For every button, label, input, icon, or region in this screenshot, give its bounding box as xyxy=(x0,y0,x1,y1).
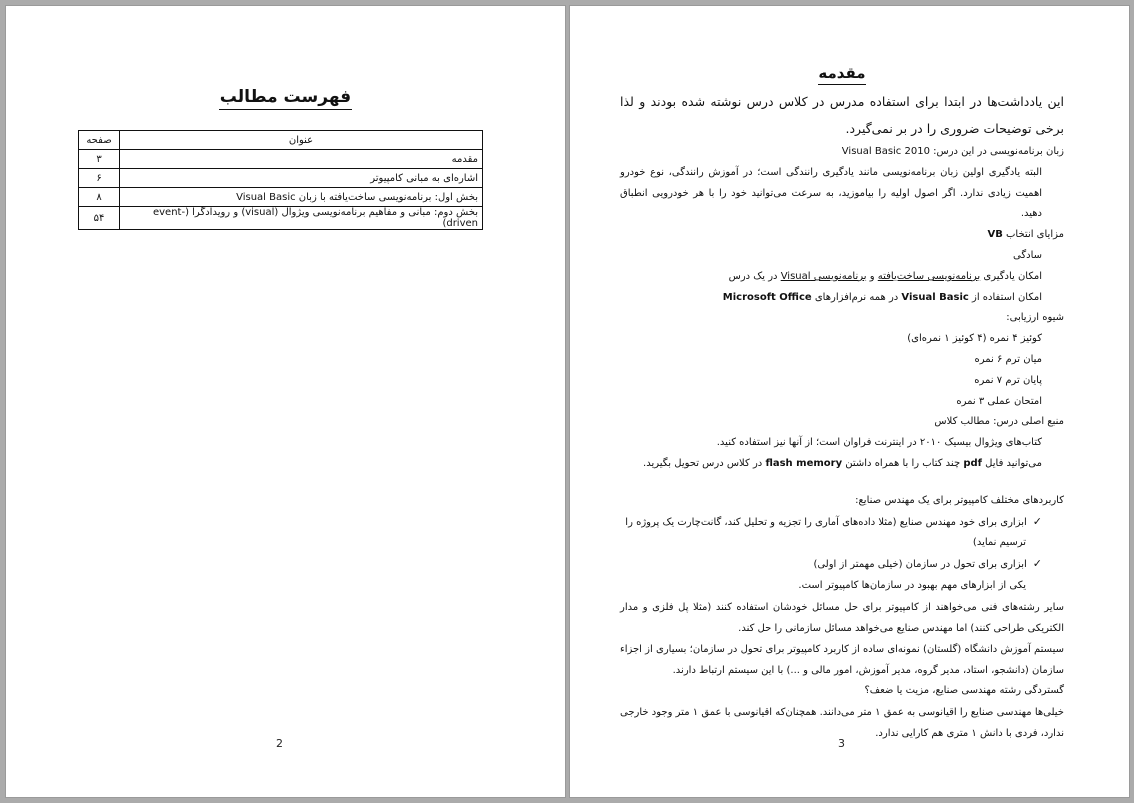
vb-advantage: امکان استفاده از Visual Basic در همه نرم‌افزارهای Microsoft Office xyxy=(722,291,1042,303)
intro-title: مقدمه xyxy=(620,64,1064,82)
vb-advantage: سادگی xyxy=(1013,249,1042,261)
toc-row-page: ۳ xyxy=(79,150,120,169)
toc-header-row xyxy=(79,131,483,150)
toc-header-title: عنوان xyxy=(120,131,483,150)
eval-item: کوئیز ۴ نمره (۴ کوئیز ۱ نمره‌ای) xyxy=(907,333,1042,345)
source-item: می‌توانید فایل pdf چند کتاب را با همراه داشتن flash memory در کلاس درس تحویل بگیرید. xyxy=(643,457,1042,469)
page-2 xyxy=(5,5,566,798)
paragraph: سایر رشته‌های فنی می‌خواهند از کامپیوتر برای حل مسائل خودشان استفاده کنند (مثلا پل فلزی و مدار الکتریکی طراحی کنند) اما مهندس صنایع می‌خواهد مسائل سازمانی را حل کند. xyxy=(620,601,1064,634)
page-3 xyxy=(569,5,1130,798)
toc-row-title: بخش اول: برنامه‌نویسی ساخت‌یافته با زبان Visual Basic xyxy=(120,188,483,207)
apps-heading: کاربردهای مختلف کامپیوتر برای یک مهندس صنایع: xyxy=(855,494,1064,506)
apps-item-note: یکی از ابزارهای مهم بهبود در سازمان‌ها کامپیوتر است. xyxy=(798,579,1026,591)
eval-item: امتحان عملی ۳ نمره xyxy=(956,395,1042,407)
apps-item-cont: ترسیم نماید) xyxy=(972,537,1026,549)
toc-title: فهرست مطالب xyxy=(6,87,565,107)
toc-row[interactable] xyxy=(79,150,483,169)
source-heading: منبع اصلی درس: مطالب کلاس xyxy=(934,416,1064,428)
source-item: کتاب‌های ویژوال بیسیک ۲۰۱۰ در اینترنت فراوان است؛ از آنها نیز استفاده کنید. xyxy=(716,437,1042,449)
toc-row-page: ۸ xyxy=(79,188,120,207)
eval-item: پایان ترم ۷ نمره xyxy=(974,374,1042,386)
vb-advantage: امکان یادگیری برنامه‌نویسی ساخت‌یافته و برنامه‌نویسی Visual در یک درس xyxy=(728,270,1042,282)
intro-section xyxy=(620,64,1064,744)
apps-item: ✓ابزاری برای تحول در سازمان (خیلی مهمتر از اولی) xyxy=(813,557,1042,571)
toc-table xyxy=(78,130,483,230)
page-number: 3 xyxy=(838,737,845,750)
toc-row-title: مقدمه xyxy=(120,150,483,169)
lang-note: البته یادگیری اولین زبان برنامه‌نویسی مانند یادگیری رانندگی است؛ در آموزش رانندگی، نوع خودرو اهمیت زیادی ندارد. اگر اصول اولیه را بیاموزید، به سرعت می‌توانید خود را با هر خودرویی انطباق دهید. xyxy=(620,166,1042,220)
toc-header-page: صفحه xyxy=(79,131,120,150)
check-icon: ✓ xyxy=(1032,557,1042,571)
toc-row-title: بخش دوم: مبانی و مفاهیم برنامه‌نویسی ویژوال (visual) و رویدادگرا (event-driven) xyxy=(120,207,483,230)
lang-line: زبان برنامه‌نویسی در این درس: Visual Basic 2010 xyxy=(841,146,1064,157)
intro-lead: این یادداشت‌ها در ابتدا برای استفاده مدرس در کلاس درس نوشته شده بودند و لذا برخی توضیحات ضروری را در بر نمی‌گیرد. xyxy=(620,94,1064,136)
apps-item: ✓ابزاری برای خود مهندس صنایع (مثلا داده‌های آماری را تجزیه و تحلیل کند، گانت‌چارت یک پروژه را xyxy=(625,514,1042,528)
toc-row-page: ۵۴ xyxy=(79,207,120,230)
toc-row-page: ۶ xyxy=(79,169,120,188)
page-number: 2 xyxy=(276,737,283,750)
toc-row[interactable] xyxy=(79,169,483,188)
toc-row-title: اشاره‌ای به مبانی کامپیوتر xyxy=(120,169,483,188)
paragraph: خیلی‌ها مهندسی صنایع را اقیانوسی به عمق ۱ متر می‌دانند. همچنان‌که اقیانوسی با عمق ۱ متر وجود خارجی ندارد، فردی با دانش ۱ متری هم کارایی ندارد. xyxy=(620,706,1064,739)
toc-row[interactable] xyxy=(79,207,483,230)
paragraph: سیستم آموزش دانشگاه (گلستان) نمونه‌ای ساده از کاربرد کامپیوتر برای تحول در سازمان؛ بسیاری از اجزاء سازمان (دانشجو، استاد، مدیر گروه، مدیر آموزش، امور مالی و ...) با این سیستم ارتباط دارند. xyxy=(620,643,1064,676)
vb-heading: مزایای انتخاب VB xyxy=(987,229,1064,241)
check-icon: ✓ xyxy=(1032,514,1042,528)
lang-name: Visual Basic 2010 xyxy=(841,146,930,157)
para-heading: گستردگی رشته مهندسی صنایع، مزیت یا ضعف؟ xyxy=(864,684,1064,696)
eval-item: میان ترم ۶ نمره xyxy=(974,353,1042,365)
eval-heading: شیوه ارزیابی: xyxy=(1006,312,1064,324)
toc-row[interactable] xyxy=(79,188,483,207)
